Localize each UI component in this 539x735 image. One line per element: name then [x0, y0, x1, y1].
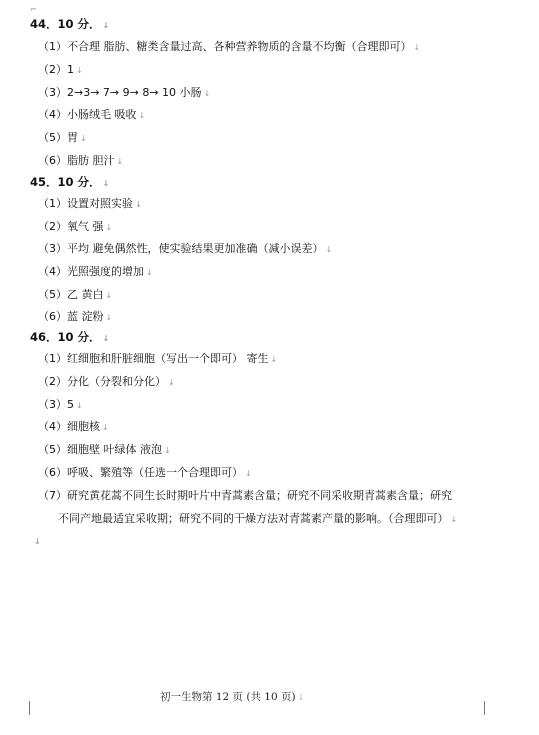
- answer-45-1: （1）设置对照实验 ↓: [38, 197, 142, 210]
- answer-45-6: （6）蓝 淀粉 ↓: [38, 310, 113, 323]
- answer-46-2: （2）分化（分裂和分化） ↓: [38, 375, 175, 388]
- answer-45-5: （5）乙 黄白 ↓: [38, 288, 113, 301]
- answer-44-3: （3）2→3→ 7→ 9→ 8→ 10 小肠 ↓: [38, 86, 211, 99]
- answer-45-3: （3）平均 避免偶然性，使实验结果更加准确（减小误差） ↓: [38, 242, 333, 255]
- answer-46-6: （6）呼吸、繁殖等（任选一个合理即可） ↓: [38, 466, 252, 479]
- answer-46-4: （4）细胞核 ↓: [38, 420, 109, 433]
- page-footer: 初一生物第 12 页 (共 10 页) ↓: [160, 691, 305, 703]
- answer-46-3: （3）5 ↓: [38, 398, 83, 411]
- empty-paragraph-mark: ↓: [34, 537, 41, 546]
- answer-44-2: （2）1 ↓: [38, 63, 83, 76]
- section-46-header: 46．10 分． ↓: [30, 330, 110, 344]
- section-45-header: 45．10 分． ↓: [30, 175, 110, 189]
- answer-46-7-line-1: （7）研究黄花蒿不同生长时期叶片中青蒿素含量；研究不同采收期青蒿素含量；研究: [38, 489, 452, 502]
- top-left-corner-mark: ⌐: [30, 5, 37, 14]
- answer-46-1: （1）红细胞和肝脏细胞（写出一个即可） 寄生 ↓: [38, 352, 278, 365]
- answer-44-4: （4）小肠绒毛 吸收 ↓: [38, 108, 146, 121]
- left-margin-line: [29, 701, 30, 715]
- answer-44-1: （1）不合理 脂肪、糖类含量过高、各种营养物质的含量不均衡（合理即可） ↓: [38, 40, 421, 53]
- answer-46-5: （5）细胞壁 叶绿体 液泡 ↓: [38, 443, 171, 456]
- section-44-header: 44．10 分． ↓: [30, 17, 110, 31]
- right-margin-line: [484, 701, 485, 715]
- answer-44-5: （5）胃 ↓: [38, 131, 87, 144]
- answer-44-6: （6）脂肪 胆汁 ↓: [38, 154, 124, 167]
- answer-45-4: （4）光照强度的增加 ↓: [38, 265, 153, 278]
- answer-45-2: （2）氧气 强 ↓: [38, 220, 113, 233]
- answer-46-7-line-2: 不同产地最适宜采收期；研究不同的干燥方法对青蒿素产量的影响。（合理即可） ↓: [58, 512, 458, 525]
